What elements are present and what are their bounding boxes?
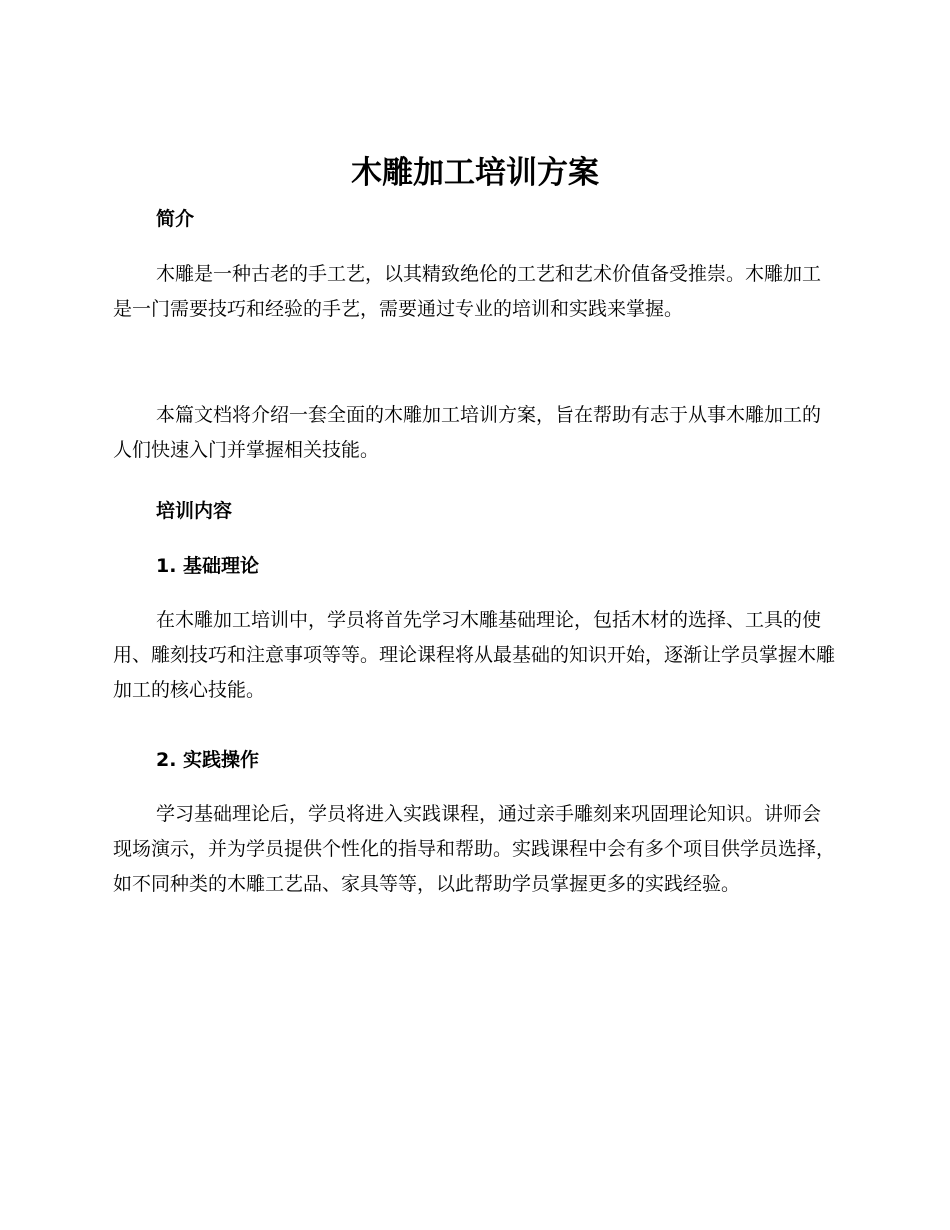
section-heading-training-content: 培训内容	[156, 500, 233, 522]
practice-paragraph: 学习基础理论后，学员将进入实践课程，通过亲手雕刻来巩固理论知识。讲师会现场演示，并为学员提供个性化的指导和帮助。实践课程中会有多个项目供学员选择，如不同种类的木雕工艺品、家具等等，以此帮助学员掌握更多的实践经验。	[113, 803, 836, 895]
subsection-heading-theory: 1. 基础理论	[156, 555, 260, 577]
section-heading-intro: 简介	[156, 208, 195, 230]
theory-paragraph: 在木雕加工培训中，学员将首先学习木雕基础理论，包括木材的选择、工具的使用、雕刻技巧和注意事项等等。理论课程将从最基础的知识开始，逐渐让学员掌握木雕加工的核心技能。	[113, 609, 836, 701]
intro-paragraph-1: 木雕是一种古老的手工艺，以其精致绝伦的工艺和艺术价值备受推崇。木雕加工是一门需要技巧和经验的手艺，需要通过专业的培训和实践来掌握。	[113, 263, 822, 320]
document-title: 木雕加工培训方案	[351, 155, 599, 191]
intro-paragraph-2: 本篇文档将介绍一套全面的木雕加工培训方案，旨在帮助有志于从事木雕加工的人们快速入门并掌握相关技能。	[113, 404, 822, 461]
subsection-heading-practice: 2. 实践操作	[156, 749, 260, 771]
